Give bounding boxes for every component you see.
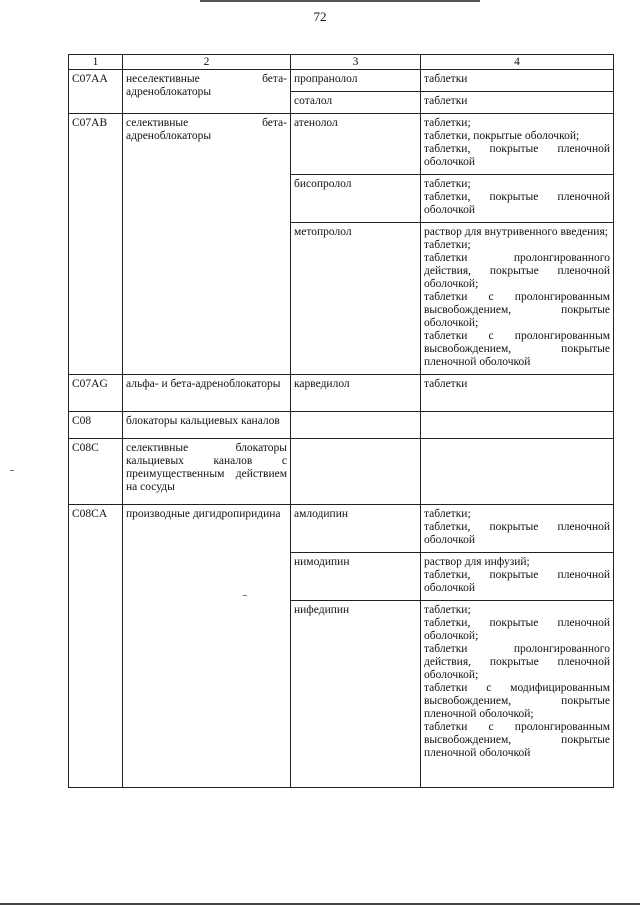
scan-speck (10, 470, 14, 471)
page-number: 72 (313, 9, 327, 24)
dosage-form-line: таблетки с модифицированным высвобождением, покрытые пленочной оболочкой; (424, 682, 610, 720)
dosage-form-cell (421, 375, 614, 412)
dosage-form-cell (421, 70, 614, 92)
dosage-form-line: таблетки пролонгированного действия, покрытые пленочной оболочкой; (424, 643, 610, 681)
drug-name-cell: нимодипин (291, 553, 421, 601)
dosage-form-line: таблетки; (424, 508, 471, 520)
drug-name-cell (291, 412, 421, 439)
dosage-form-line: таблетки с пролонгированным высвобождением, покрытые пленочной оболочкой (424, 721, 610, 759)
table-row (69, 375, 614, 412)
medication-table (68, 54, 614, 788)
group-name-cell: блокаторы кальциевых каналов (123, 412, 291, 439)
group-name-cell: альфа- и бета-адреноблокаторы (123, 375, 291, 412)
dosage-form-cell (421, 223, 614, 375)
atc-code-cell: C07AG (69, 375, 123, 412)
drug-name-cell: амлодипин (291, 505, 421, 553)
dosage-form-line: таблетки, покрытые пленочной оболочкой; (424, 617, 610, 642)
dosage-form-cell (421, 412, 614, 439)
group-name-cell: производные дигидропиридина (123, 505, 291, 788)
dosage-form-line: таблетки, покрытые оболочкой; (424, 130, 580, 142)
group-name-cell: селективные блокаторы кальциевых каналов с преимущественным действием на сосуды (123, 439, 291, 505)
drug-name-cell: карведилол (291, 375, 421, 412)
atc-code-cell: C07AB (69, 114, 123, 375)
dosage-form-cell (421, 505, 614, 553)
drug-name-cell: нифедипин (291, 601, 421, 788)
drug-name-cell: бисопролол (291, 175, 421, 223)
table-row (69, 505, 614, 553)
atc-code-cell: C07AA (69, 70, 123, 114)
group-name-cell: неселективные бета-адреноблокаторы (123, 70, 291, 114)
atc-code-cell: C08C (69, 439, 123, 505)
dosage-form-cell (421, 114, 614, 175)
header-col-4: 4 (421, 55, 614, 70)
dosage-form-line: таблетки, покрытые пленочной оболочкой (424, 569, 610, 594)
dosage-form-line: таблетки, покрытые пленочной оболочкой (424, 521, 610, 546)
table-header-row (69, 55, 614, 70)
header-col-1: 1 (69, 55, 123, 70)
atc-code-cell: C08CA (69, 505, 123, 788)
dosage-form-line: таблетки с пролонгированным высвобождением, покрытые пленочной оболочкой (424, 330, 610, 368)
dosage-form-line: таблетки (424, 378, 468, 390)
drug-name-cell: метопролол (291, 223, 421, 375)
dosage-form-line: таблетки пролонгированного действия, покрытые пленочной оболочкой; (424, 252, 610, 290)
dosage-form-line: раствор для инфузий; (424, 556, 530, 568)
table-row (69, 70, 614, 92)
dosage-form-line: таблетки, покрытые пленочной оболочкой (424, 191, 610, 216)
group-name-cell: селективные бета-адреноблокаторы (123, 114, 291, 375)
dosage-form-line: таблетки с пролонгированным высвобождением, покрытые оболочкой; (424, 291, 610, 329)
dosage-form-line: таблетки; (424, 604, 471, 616)
table-row (69, 412, 614, 439)
dosage-form-line: раствор для внутривенного введения; (424, 226, 608, 238)
header-col-2: 2 (123, 55, 291, 70)
scan-top-edge-line (200, 0, 480, 2)
drug-name-cell: соталол (291, 92, 421, 114)
dosage-form-line: таблетки, покрытые пленочной оболочкой (424, 143, 610, 168)
drug-name-cell (291, 439, 421, 505)
dosage-form-cell (421, 175, 614, 223)
atc-code-cell: C08 (69, 412, 123, 439)
dosage-form-line: таблетки; (424, 239, 471, 251)
header-col-3: 3 (291, 55, 421, 70)
dosage-form-cell (421, 601, 614, 788)
dosage-form-line: таблетки (424, 73, 468, 85)
dosage-form-cell (421, 439, 614, 505)
dosage-form-cell (421, 553, 614, 601)
dosage-form-cell (421, 92, 614, 114)
scan-speck (243, 595, 247, 596)
drug-name-cell: атенолол (291, 114, 421, 175)
dosage-form-line: таблетки (424, 95, 468, 107)
drug-name-cell: пропранолол (291, 70, 421, 92)
dosage-form-line: таблетки; (424, 117, 471, 129)
table-row (69, 114, 614, 175)
table-row (69, 439, 614, 505)
dosage-form-line: таблетки; (424, 178, 471, 190)
